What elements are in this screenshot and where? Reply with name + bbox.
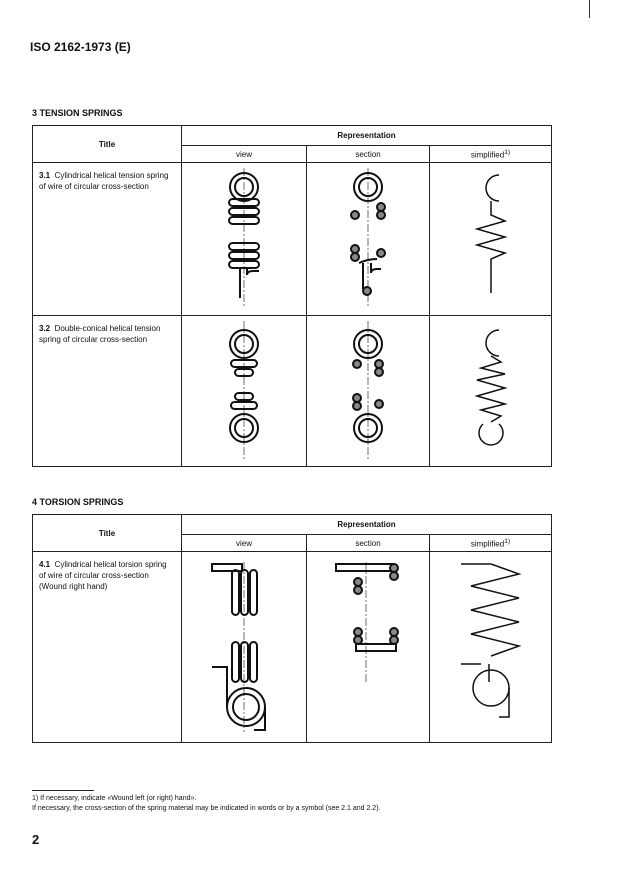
table-row (33, 163, 552, 316)
torsion-springs-table (32, 514, 552, 743)
col-title: Title (33, 126, 182, 163)
simplified-drawing (430, 316, 552, 467)
col-view: view (182, 535, 307, 552)
margin-mark (589, 0, 590, 18)
section-drawing (307, 163, 430, 316)
col-section: section (307, 146, 430, 163)
section-heading-tension: 3 TENSION SPRINGS (32, 108, 123, 118)
col-view: view (182, 146, 307, 163)
section-drawing (307, 552, 430, 743)
footnote-1: 1) If necessary, indicate «Wound left (or right) hand». (32, 795, 197, 802)
col-simplified: simplified$^{1)}$ (430, 146, 552, 163)
standard-header: ISO 2162-1973 (E) (30, 40, 131, 54)
simplified-drawing (430, 552, 552, 743)
footnote-rule (32, 790, 94, 791)
col-title: Title (33, 515, 182, 552)
col-simplified: simplified$^{1)}$ (430, 535, 552, 552)
table-row (33, 316, 552, 467)
row-title: 3.1 Cylindrical helical tension spring of wire of circular cross-section (33, 163, 182, 316)
page-number: 2 (32, 832, 40, 847)
section-drawing (307, 316, 430, 467)
col-section: section (307, 535, 430, 552)
col-representation: Representation (182, 515, 552, 535)
col-representation: Representation (182, 126, 552, 146)
row-title: 4.1 Cylindrical helical torsion spring of wire of circular cross-section (Wound right hand) (33, 552, 182, 743)
footnote-2: If necessary, the cross-section of the spring material may be indicated in words or by a symbol (see 2.1 and 2.2). (32, 805, 381, 812)
row-title: 3.2 Double-conical helical tension spring of circular cross-section (33, 316, 182, 467)
view-drawing (182, 163, 307, 316)
view-drawing (182, 316, 307, 467)
view-drawing (182, 552, 307, 743)
tension-springs-table (32, 125, 552, 467)
section-heading-torsion: 4 TORSION SPRINGS (32, 497, 124, 507)
simplified-drawing (430, 163, 552, 316)
table-row (33, 552, 552, 743)
